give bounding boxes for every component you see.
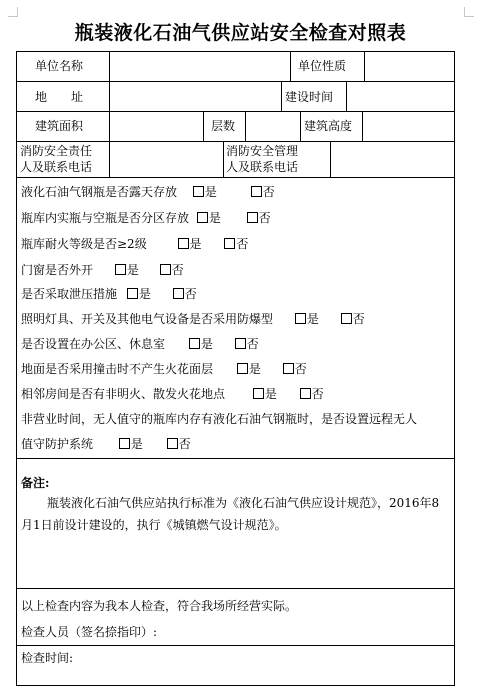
yes-checkbox[interactable] (127, 288, 138, 299)
no-checkbox[interactable] (235, 338, 246, 349)
yes-checkbox[interactable] (115, 264, 126, 275)
no-checkbox[interactable] (247, 212, 258, 223)
yes-label: 是 (208, 211, 221, 225)
yes-label: 是 (264, 387, 277, 401)
col-divider (330, 141, 331, 177)
inspection-form-table (16, 51, 455, 686)
row-divider (17, 588, 454, 589)
col-divider (109, 111, 110, 141)
no-label: 否 (184, 287, 197, 301)
row-divider (17, 177, 454, 178)
row-divider (17, 111, 454, 112)
no-label: 否 (171, 263, 184, 277)
unit-nature-label: 单位性质 (298, 59, 347, 73)
no-checkbox[interactable] (167, 438, 178, 449)
page-corner-mark-left (8, 7, 18, 17)
col-divider (362, 111, 363, 141)
col-divider (364, 52, 365, 81)
inspector-signature-label: 检查人员（签名捺指印）: (21, 625, 158, 639)
row-divider (17, 141, 454, 142)
note-label: 备注: (21, 476, 50, 490)
yes-checkbox[interactable] (197, 212, 208, 223)
yes-checkbox[interactable] (237, 363, 248, 374)
no-checkbox[interactable] (341, 313, 352, 324)
check-item-text: 门窗是否外开 (21, 263, 94, 277)
check-item-5 (21, 287, 197, 302)
yes-label: 是 (200, 337, 213, 351)
no-label: 否 (258, 211, 271, 225)
col-divider (109, 81, 110, 111)
no-checkbox[interactable] (173, 288, 184, 299)
fire-mgr-label-line2: 人及联系电话 (226, 160, 299, 174)
check-item-text: 瓶库耐火等级是否≥2级 (21, 237, 147, 251)
check-item-text: 相邻房间是否有非明火、散发火花地点 (21, 387, 226, 401)
yes-checkbox[interactable] (178, 238, 189, 249)
row-divider (17, 458, 454, 459)
col-divider (290, 52, 291, 81)
yes-checkbox[interactable] (295, 313, 306, 324)
col-divider (245, 111, 246, 141)
col-divider (281, 81, 282, 111)
check-item-9 (21, 387, 324, 402)
col-divider (223, 141, 224, 177)
check-item-text: 值守防护系统 (21, 437, 94, 451)
page-corner-mark-right (464, 7, 474, 17)
col-divider (109, 141, 110, 177)
check-item-3 (21, 237, 248, 252)
check-item-6 (21, 312, 365, 327)
row-divider (17, 81, 454, 82)
fire-mgr-label-line1: 消防安全管理 (226, 144, 299, 158)
no-checkbox[interactable] (251, 186, 262, 197)
yes-label: 是 (189, 237, 202, 251)
col-divider (109, 52, 110, 81)
no-checkbox[interactable] (224, 238, 235, 249)
build-height-label: 建筑高度 (304, 119, 353, 133)
check-time-label: 检查时间: (21, 651, 74, 665)
yes-checkbox[interactable] (253, 388, 264, 399)
yes-checkbox[interactable] (189, 338, 200, 349)
check-item-7 (21, 337, 259, 352)
check-item-10 (21, 437, 191, 452)
no-label: 否 (178, 437, 191, 451)
build-time-label: 建设时间 (285, 90, 334, 104)
note-body: 瓶装液化石油气供应站执行标准为《液化石油气供应设计规范》，2016年8月1日前设计建设的，执行《城镇燃气设计规范》。 (21, 496, 440, 532)
no-label: 否 (311, 387, 324, 401)
fire-resp-label-line1: 消防安全责任 (20, 144, 93, 158)
floors-label: 层数 (211, 119, 236, 133)
unit-name-label: 单位名称 (35, 59, 84, 73)
no-label: 否 (246, 337, 259, 351)
no-checkbox[interactable] (160, 264, 171, 275)
check-item-2 (21, 211, 271, 226)
fire-resp-label-line2: 人及联系电话 (20, 160, 93, 174)
check-item-text: 地面是否采用撞击时不产生火花面层 (21, 362, 214, 376)
check-item-text: 是否设置在办公区、休息室 (21, 337, 166, 351)
build-area-label: 建筑面积 (35, 119, 84, 133)
yes-label: 是 (204, 185, 217, 199)
yes-checkbox[interactable] (193, 186, 204, 197)
check-item-4 (21, 263, 184, 278)
yes-label: 是 (130, 437, 143, 451)
no-label: 否 (236, 237, 249, 251)
yes-label: 是 (138, 287, 151, 301)
confirmation-statement: 以上检查内容为我本人检查，符合我场所经营实际。 (21, 599, 298, 613)
yes-label: 是 (248, 362, 261, 376)
no-checkbox[interactable] (300, 388, 311, 399)
yes-checkbox[interactable] (119, 438, 130, 449)
page-title: 瓶装液化石油气供应站安全检查对照表 (74, 22, 407, 44)
check-item-text: 是否采取泄压措施 (21, 287, 118, 301)
no-label: 否 (294, 362, 307, 376)
yes-label: 是 (126, 263, 139, 277)
check-item-text: 照明灯具、开关及其他电气设备是否采用防爆型 (21, 312, 274, 326)
row-divider (17, 645, 454, 646)
no-checkbox[interactable] (283, 363, 294, 374)
no-label: 否 (262, 185, 275, 199)
no-label: 否 (352, 312, 365, 326)
col-divider (203, 111, 204, 141)
yes-label: 是 (306, 312, 319, 326)
check-item-1 (21, 185, 275, 200)
col-divider (300, 111, 301, 141)
check-item-8 (21, 362, 307, 377)
check-item-text: 瓶库内实瓶与空瓶是否分区存放 (21, 211, 190, 225)
col-divider (346, 81, 347, 111)
check-item-10-line1: 非营业时间，无人值守的瓶库内存有液化石油气钢瓶时，是否设置远程无人 (21, 412, 418, 426)
address-label: 地 址 (35, 90, 84, 104)
check-item-text: 液化石油气钢瓶是否露天存放 (21, 185, 178, 199)
